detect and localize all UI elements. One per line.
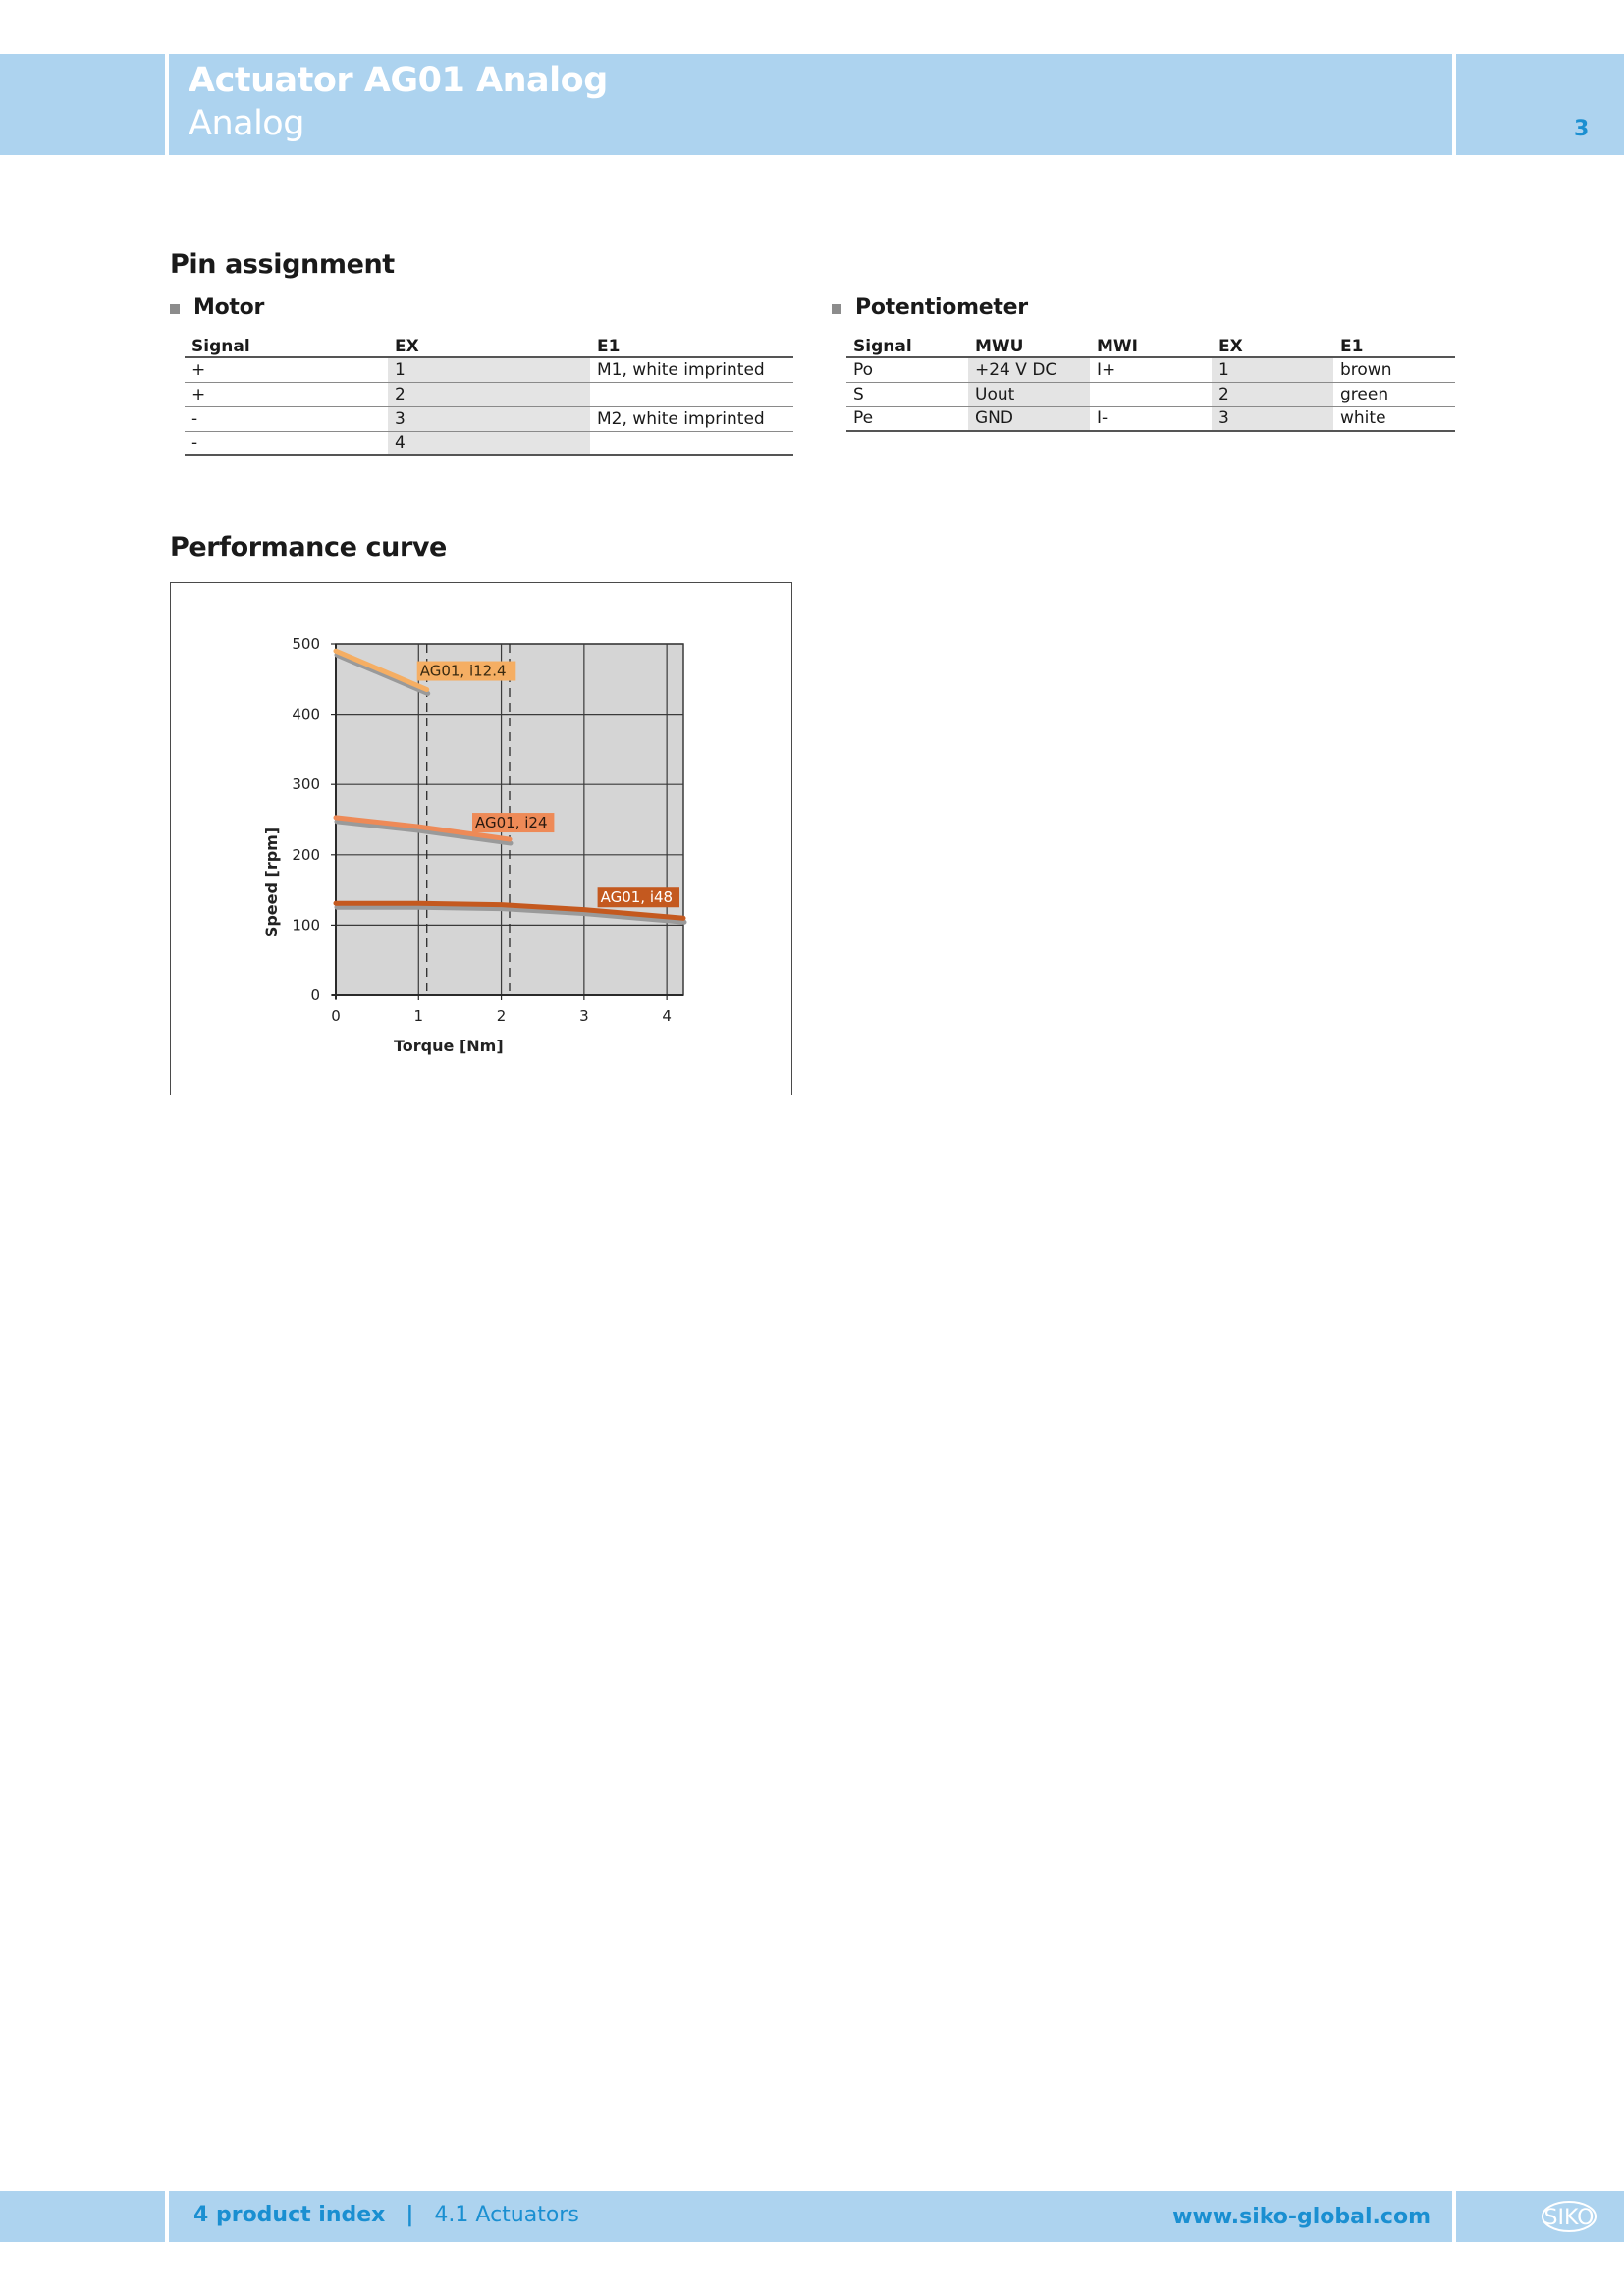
table-cell: 4 — [388, 431, 590, 455]
pin-assignment-heading: Pin assignment — [170, 249, 395, 280]
y-tick-label: 300 — [292, 775, 320, 794]
table-cell: - — [185, 406, 388, 431]
x-tick-label: 4 — [662, 1007, 672, 1025]
potentiometer-table — [846, 334, 1455, 432]
table-cell — [590, 431, 793, 455]
x-axis-label: Torque [Nm] — [394, 1037, 504, 1055]
table-cell — [1090, 382, 1212, 406]
page-title: Actuator AG01 Analog — [189, 61, 608, 100]
motor-heading: Motor — [193, 295, 264, 320]
bullet-icon — [170, 304, 180, 314]
potentiometer-heading: Potentiometer — [855, 295, 1028, 320]
table-row — [185, 357, 793, 382]
series-label: AG01, i48 — [600, 888, 674, 907]
table-cell: white — [1333, 406, 1455, 431]
siko-logo — [1540, 2199, 1598, 2238]
column-header: Signal — [185, 334, 388, 357]
x-tick-label: 0 — [331, 1007, 341, 1025]
table-cell: S — [846, 382, 968, 406]
footer-section-link[interactable]: 4 product index — [193, 2203, 386, 2227]
table-cell: +24 V DC — [968, 357, 1090, 382]
series-label: AG01, i24 — [475, 814, 548, 832]
table-row — [185, 382, 793, 406]
logo-text: SIKO — [1543, 2206, 1595, 2230]
table-cell: green — [1333, 382, 1455, 406]
x-tick-label: 3 — [579, 1007, 589, 1025]
table-cell: 2 — [1212, 382, 1333, 406]
header-separator — [1452, 54, 1456, 155]
table-cell: - — [185, 431, 388, 455]
table-cell: 1 — [1212, 357, 1333, 382]
table-cell: + — [185, 382, 388, 406]
column-header: Signal — [846, 334, 968, 357]
table-cell: M1, white imprinted — [590, 357, 793, 382]
footer-separator-text: | — [406, 2203, 414, 2227]
y-tick-label: 200 — [292, 845, 320, 864]
footer-url-link[interactable]: www.siko-global.com — [1172, 2205, 1431, 2229]
table-cell: 2 — [388, 382, 590, 406]
table-cell: Po — [846, 357, 968, 382]
table-row — [185, 406, 793, 431]
table-header-row — [846, 334, 1455, 357]
table-row — [846, 382, 1455, 406]
x-tick-label: 2 — [496, 1007, 507, 1025]
y-tick-label: 400 — [292, 705, 320, 723]
table-cell: Uout — [968, 382, 1090, 406]
footer-subsection-link[interactable]: 4.1 Actuators — [434, 2203, 579, 2227]
bullet-icon — [832, 304, 841, 314]
page-subtitle: Analog — [189, 104, 304, 143]
y-tick-label: 0 — [310, 987, 320, 1004]
column-header: E1 — [1333, 334, 1455, 357]
column-header: E1 — [590, 334, 793, 357]
table-cell: M2, white imprinted — [590, 406, 793, 431]
footer-separator — [165, 2191, 169, 2242]
motor-table — [185, 334, 793, 456]
performance-chart — [171, 583, 793, 1096]
column-header: MWI — [1090, 334, 1212, 357]
table-row — [846, 406, 1455, 431]
table-cell: 1 — [388, 357, 590, 382]
page-number: 3 — [1574, 117, 1590, 141]
column-header: EX — [1212, 334, 1333, 357]
table-cell: GND — [968, 406, 1090, 431]
table-cell: 3 — [1212, 406, 1333, 431]
table-cell: + — [185, 357, 388, 382]
column-header: EX — [388, 334, 590, 357]
y-axis-label: Speed [rpm] — [262, 827, 281, 938]
series-label: AG01, i12.4 — [419, 662, 507, 680]
performance-heading: Performance curve — [170, 532, 447, 562]
table-cell: I- — [1090, 406, 1212, 431]
table-cell: I+ — [1090, 357, 1212, 382]
x-tick-label: 1 — [413, 1007, 424, 1025]
header-separator — [165, 54, 169, 155]
y-tick-label: 100 — [292, 916, 320, 934]
table-cell: Pe — [846, 406, 968, 431]
table-cell: 3 — [388, 406, 590, 431]
table-cell: brown — [1333, 357, 1455, 382]
column-header: MWU — [968, 334, 1090, 357]
table-row — [185, 431, 793, 455]
table-header-row — [185, 334, 793, 357]
table-row — [846, 357, 1455, 382]
footer-separator — [1452, 2191, 1456, 2242]
siko-logo-icon — [1540, 2199, 1598, 2234]
performance-chart-frame — [170, 582, 792, 1095]
table-cell — [590, 382, 793, 406]
y-tick-label: 500 — [292, 635, 320, 653]
footer-breadcrumb — [193, 2203, 579, 2227]
